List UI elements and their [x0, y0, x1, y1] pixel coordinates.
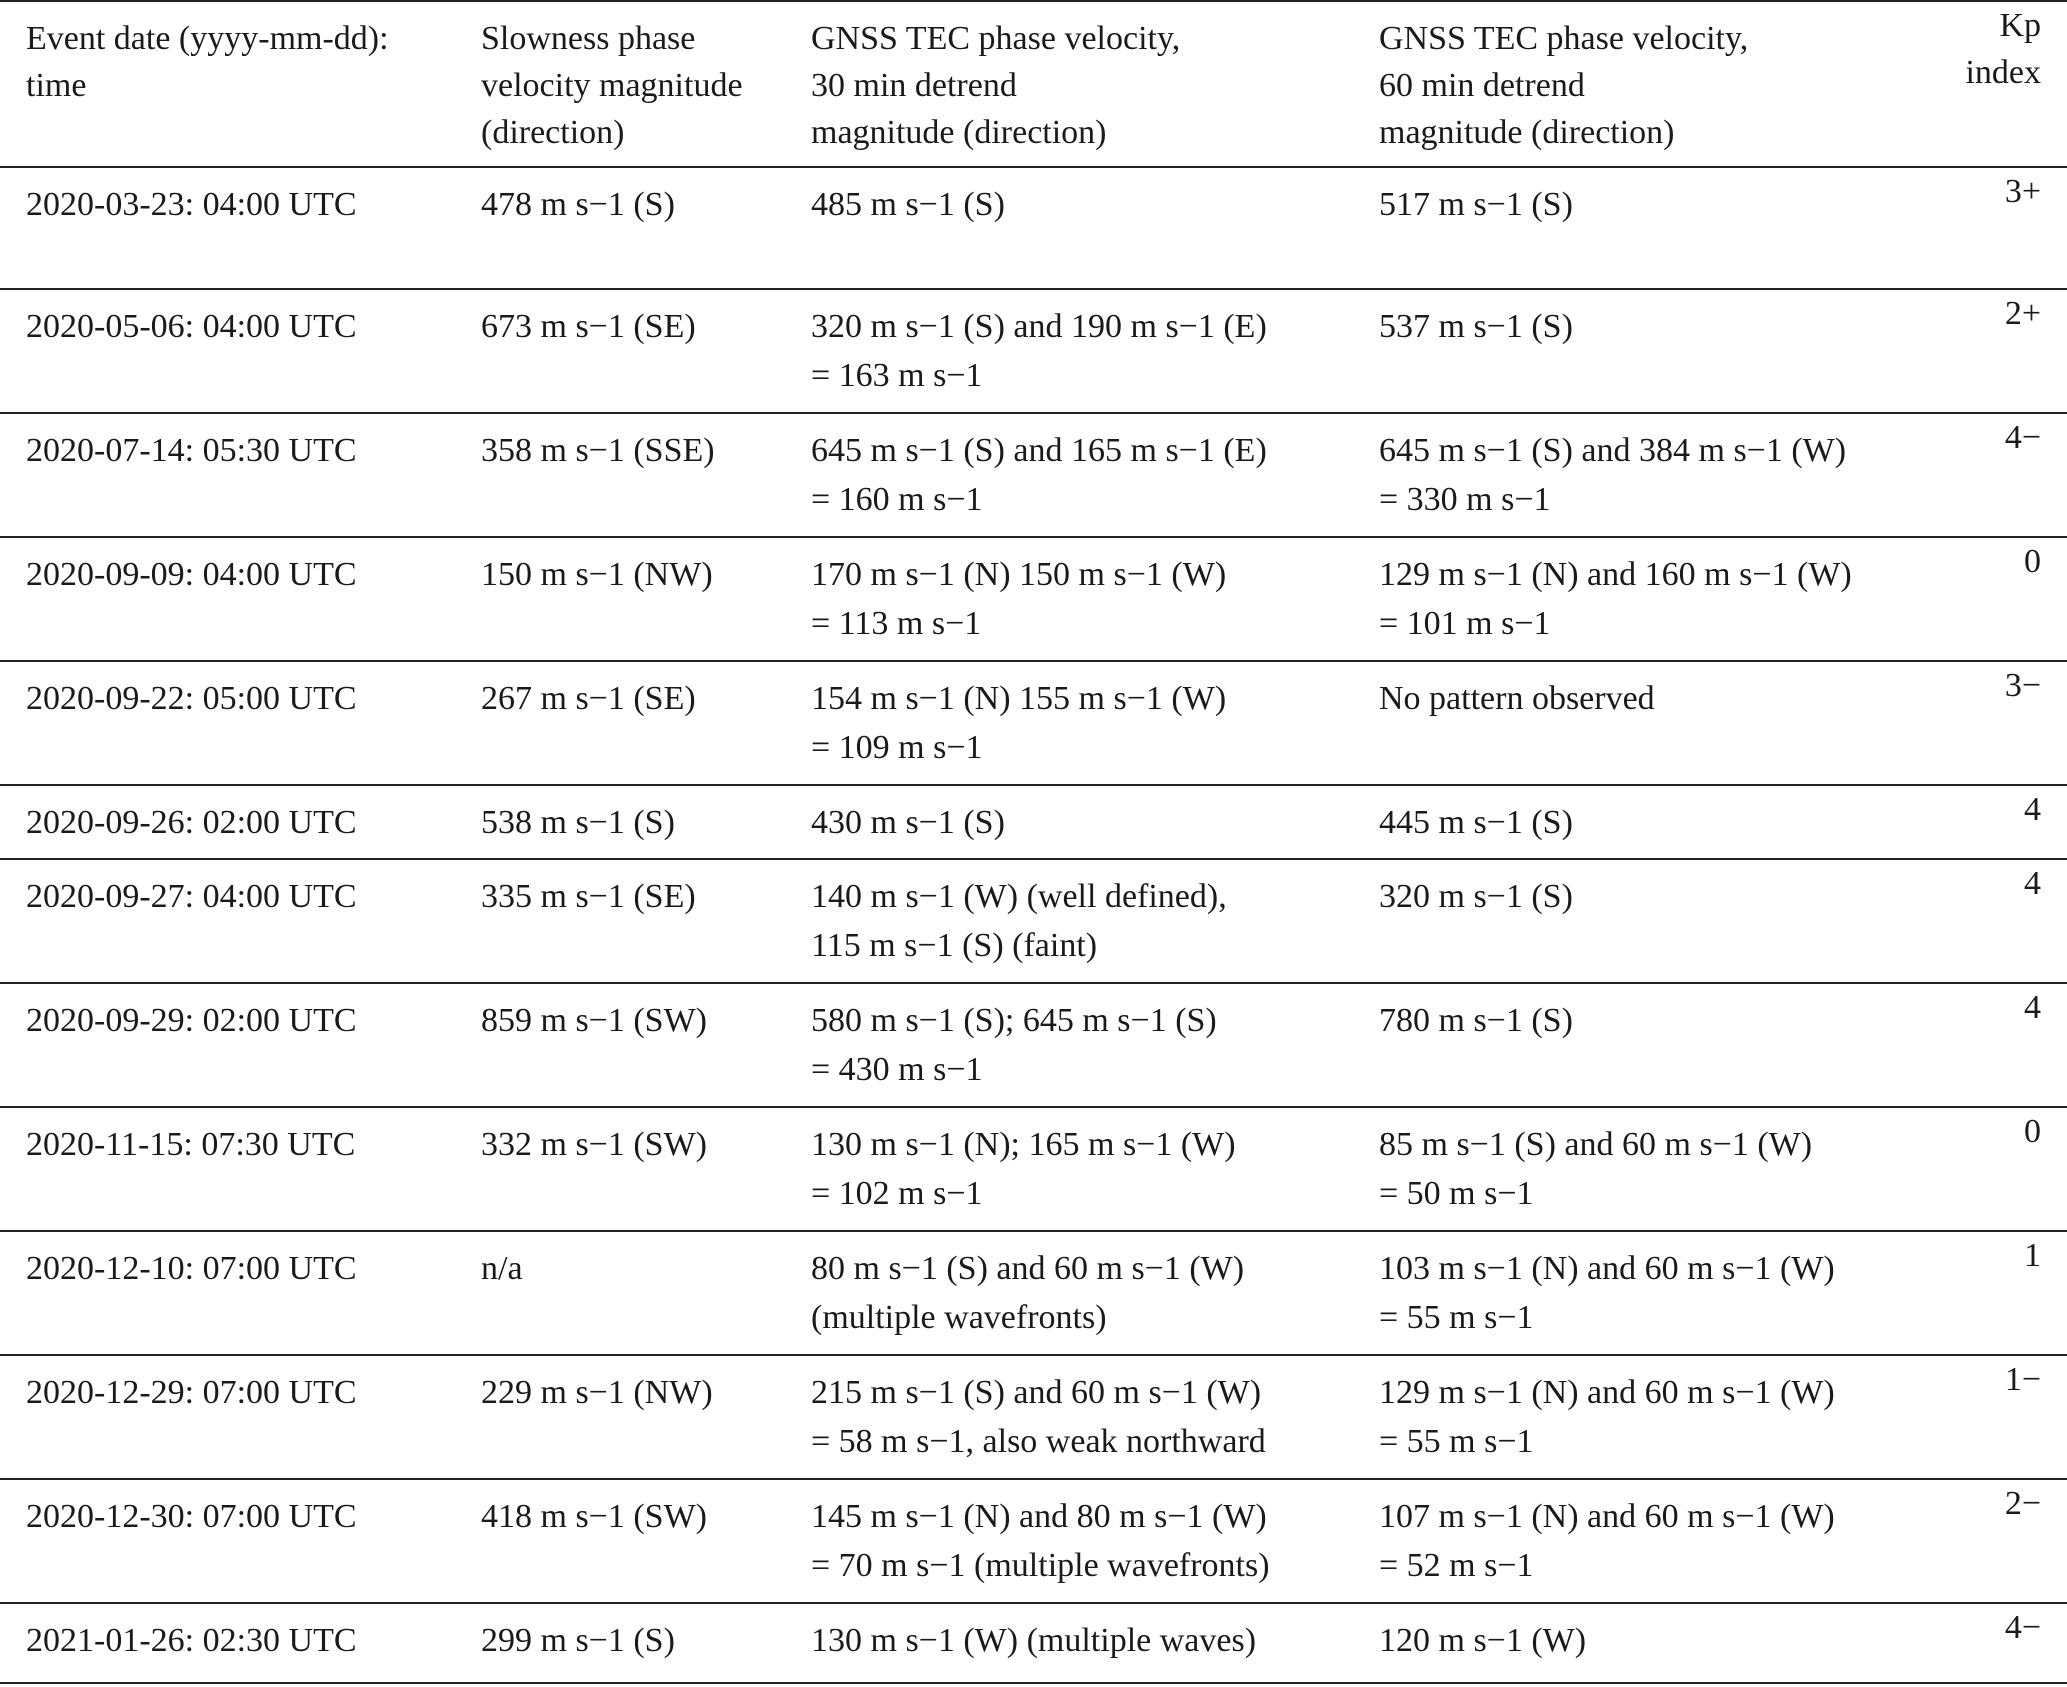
cell-kp-index-text: 4: [2024, 791, 2041, 828]
cell-kp-index-text: 4−: [2004, 419, 2041, 456]
cell-gnss-60min: [1353, 413, 1933, 537]
cell-slowness: [455, 167, 785, 289]
cell-slowness: [455, 1603, 785, 1683]
cell-gnss-30min-line: 170 m s−1 (N) 150 m s−1 (W): [811, 556, 1227, 593]
cell-slowness: [455, 289, 785, 413]
cell-event-date-text: 2020-09-29: 02:00 UTC: [26, 1002, 357, 1039]
cell-gnss-30min-line: = 70 m s−1 (multiple wavefronts): [811, 1547, 1270, 1584]
cell-slowness-text: 332 m s−1 (SW): [481, 1126, 707, 1163]
cell-slowness-text: 418 m s−1 (SW): [481, 1498, 707, 1535]
table-row: [0, 537, 2067, 661]
cell-gnss-60min: [1353, 1107, 1933, 1231]
cell-slowness: [455, 983, 785, 1107]
cell-gnss-30min-line: 430 m s−1 (S): [811, 804, 1005, 841]
cell-gnss-30min-line: 130 m s−1 (N); 165 m s−1 (W): [811, 1126, 1236, 1163]
cell-slowness-text: 673 m s−1 (SE): [481, 308, 696, 345]
cell-event-date: [0, 413, 455, 537]
cell-gnss-60min: [1353, 1355, 1933, 1479]
table-header: [0, 1, 2067, 167]
cell-kp-index-text: 0: [2024, 1113, 2041, 1150]
cell-slowness-text: 538 m s−1 (S): [481, 804, 675, 841]
cell-gnss-30min-line: = 58 m s−1, also weak northward: [811, 1423, 1266, 1460]
cell-gnss-60min-line: 103 m s−1 (N) and 60 m s−1 (W): [1379, 1250, 1835, 1287]
header-line: time: [26, 67, 87, 104]
cell-gnss-30min-line: 320 m s−1 (S) and 190 m s−1 (E): [811, 308, 1267, 345]
cell-gnss-60min-line: 85 m s−1 (S) and 60 m s−1 (W): [1379, 1126, 1813, 1163]
cell-event-date: [0, 1107, 455, 1231]
cell-gnss-60min-line: = 55 m s−1: [1379, 1299, 1534, 1336]
table-row: [0, 167, 2067, 289]
header-kp-index: [1933, 1, 2067, 167]
cell-event-date: [0, 661, 455, 785]
cell-kp-index: [1933, 983, 2067, 1107]
cell-gnss-30min: [785, 661, 1353, 785]
cell-gnss-30min: [785, 1107, 1353, 1231]
cell-gnss-60min-line: 780 m s−1 (S): [1379, 1002, 1573, 1039]
cell-slowness-text: 358 m s−1 (SSE): [481, 432, 715, 469]
cell-event-date: [0, 167, 455, 289]
table-row: [0, 661, 2067, 785]
cell-slowness: [455, 1231, 785, 1355]
cell-gnss-30min-line: (multiple wavefronts): [811, 1299, 1107, 1336]
cell-kp-index: [1933, 1603, 2067, 1683]
cell-gnss-60min: [1353, 167, 1933, 289]
cell-kp-index: [1933, 537, 2067, 661]
cell-slowness-text: 229 m s−1 (NW): [481, 1374, 713, 1411]
cell-gnss-60min: [1353, 785, 1933, 859]
cell-gnss-60min-line: 537 m s−1 (S): [1379, 308, 1573, 345]
header-line: 30 min detrend: [811, 67, 1017, 104]
cell-kp-index-text: 3+: [2004, 173, 2041, 210]
cell-gnss-30min-line: = 430 m s−1: [811, 1051, 983, 1088]
cell-kp-index-text: 0: [2024, 543, 2041, 580]
header-line: GNSS TEC phase velocity,: [1379, 20, 1749, 57]
cell-gnss-30min: [785, 859, 1353, 983]
cell-gnss-60min-line: No pattern observed: [1379, 680, 1655, 717]
cell-gnss-30min: [785, 537, 1353, 661]
cell-gnss-60min-line: = 52 m s−1: [1379, 1547, 1534, 1584]
header-line: velocity magnitude: [481, 67, 743, 104]
table-row: [0, 1603, 2067, 1683]
header-line: Slowness phase: [481, 20, 696, 57]
cell-event-date-text: 2020-12-30: 07:00 UTC: [26, 1498, 357, 1535]
cell-event-date: [0, 785, 455, 859]
cell-gnss-60min: [1353, 859, 1933, 983]
cell-gnss-60min: [1353, 661, 1933, 785]
cell-event-date-text: 2020-07-14: 05:30 UTC: [26, 432, 357, 469]
cell-event-date-text: 2020-12-29: 07:00 UTC: [26, 1374, 357, 1411]
cell-kp-index: [1933, 1355, 2067, 1479]
table-row: [0, 1355, 2067, 1479]
table-row: [0, 1231, 2067, 1355]
table-row: [0, 413, 2067, 537]
cell-gnss-30min-line: 140 m s−1 (W) (well defined),: [811, 878, 1227, 915]
table-body: [0, 167, 2067, 1683]
cell-event-date: [0, 1355, 455, 1479]
cell-event-date: [0, 1231, 455, 1355]
cell-gnss-30min-line: 485 m s−1 (S): [811, 186, 1005, 223]
cell-slowness: [455, 1355, 785, 1479]
cell-event-date: [0, 859, 455, 983]
cell-gnss-60min: [1353, 1479, 1933, 1603]
cell-gnss-30min: [785, 785, 1353, 859]
cell-gnss-60min-line: 129 m s−1 (N) and 160 m s−1 (W): [1379, 556, 1852, 593]
cell-event-date-text: 2020-03-23: 04:00 UTC: [26, 186, 357, 223]
cell-kp-index-text: 3−: [2004, 667, 2041, 704]
cell-gnss-30min: [785, 1355, 1353, 1479]
cell-kp-index: [1933, 661, 2067, 785]
cell-event-date-text: 2021-01-26: 02:30 UTC: [26, 1622, 357, 1659]
cell-slowness-text: 150 m s−1 (NW): [481, 556, 713, 593]
cell-gnss-30min-line: = 113 m s−1: [811, 605, 982, 642]
cell-event-date-text: 2020-05-06: 04:00 UTC: [26, 308, 357, 345]
cell-gnss-30min: [785, 1603, 1353, 1683]
header-line: magnitude (direction): [811, 114, 1107, 151]
cell-slowness-text: n/a: [481, 1250, 523, 1287]
cell-gnss-60min-line: 445 m s−1 (S): [1379, 804, 1573, 841]
cell-gnss-60min-line: 129 m s−1 (N) and 60 m s−1 (W): [1379, 1374, 1835, 1411]
cell-gnss-60min: [1353, 1603, 1933, 1683]
cell-gnss-30min: [785, 1231, 1353, 1355]
cell-kp-index-text: 2+: [2004, 295, 2041, 332]
cell-kp-index: [1933, 167, 2067, 289]
header-slowness: [455, 1, 785, 167]
table-row: [0, 983, 2067, 1107]
cell-slowness: [455, 859, 785, 983]
cell-kp-index: [1933, 1231, 2067, 1355]
cell-gnss-30min: [785, 167, 1353, 289]
cell-gnss-60min: [1353, 289, 1933, 413]
cell-gnss-30min-line: 145 m s−1 (N) and 80 m s−1 (W): [811, 1498, 1267, 1535]
cell-slowness: [455, 1479, 785, 1603]
header-row: [0, 1, 2067, 167]
cell-gnss-30min-line: = 160 m s−1: [811, 481, 983, 518]
cell-slowness: [455, 661, 785, 785]
cell-kp-index: [1933, 785, 2067, 859]
cell-gnss-30min: [785, 289, 1353, 413]
cell-gnss-60min-line: 517 m s−1 (S): [1379, 186, 1573, 223]
table-row: [0, 289, 2067, 413]
cell-slowness-text: 859 m s−1 (SW): [481, 1002, 707, 1039]
cell-event-date-text: 2020-09-09: 04:00 UTC: [26, 556, 357, 593]
cell-gnss-30min-line: 645 m s−1 (S) and 165 m s−1 (E): [811, 432, 1267, 469]
cell-gnss-60min-line: 645 m s−1 (S) and 384 m s−1 (W): [1379, 432, 1847, 469]
table-row: [0, 1479, 2067, 1603]
cell-kp-index-text: 1: [2024, 1237, 2041, 1274]
cell-event-date-text: 2020-09-22: 05:00 UTC: [26, 680, 357, 717]
cell-slowness: [455, 413, 785, 537]
cell-event-date-text: 2020-12-10: 07:00 UTC: [26, 1250, 357, 1287]
header-line: index: [1965, 54, 2041, 91]
header-gnss-60min: [1353, 1, 1933, 167]
cell-kp-index-text: 4−: [2004, 1609, 2041, 1646]
cell-gnss-60min-line: = 330 m s−1: [1379, 481, 1551, 518]
cell-gnss-30min-line: 115 m s−1 (S) (faint): [811, 927, 1098, 964]
cell-gnss-60min-line: = 101 m s−1: [1379, 605, 1551, 642]
table-row: [0, 1107, 2067, 1231]
cell-kp-index-text: 4: [2024, 865, 2041, 902]
header-gnss-30min: [785, 1, 1353, 167]
cell-gnss-30min-line: 80 m s−1 (S) and 60 m s−1 (W): [811, 1250, 1245, 1287]
cell-kp-index: [1933, 859, 2067, 983]
cell-gnss-60min: [1353, 983, 1933, 1107]
cell-slowness-text: 299 m s−1 (S): [481, 1622, 675, 1659]
cell-event-date: [0, 1603, 455, 1683]
cell-gnss-30min-line: 580 m s−1 (S); 645 m s−1 (S): [811, 1002, 1217, 1039]
cell-slowness: [455, 1107, 785, 1231]
table-row: [0, 859, 2067, 983]
cell-event-date: [0, 289, 455, 413]
cell-event-date: [0, 983, 455, 1107]
cell-gnss-30min: [785, 413, 1353, 537]
cell-gnss-60min-line: 107 m s−1 (N) and 60 m s−1 (W): [1379, 1498, 1835, 1535]
cell-gnss-60min-line: 120 m s−1 (W): [1379, 1622, 1587, 1659]
cell-kp-index-text: 2−: [2004, 1485, 2041, 1522]
cell-gnss-60min-line: = 50 m s−1: [1379, 1175, 1534, 1212]
header-event-date: [0, 1, 455, 167]
cell-gnss-30min-line: 215 m s−1 (S) and 60 m s−1 (W): [811, 1374, 1262, 1411]
cell-gnss-30min-line: = 109 m s−1: [811, 729, 983, 766]
cell-event-date-text: 2020-11-15: 07:30 UTC: [26, 1126, 356, 1163]
cell-kp-index: [1933, 413, 2067, 537]
cell-gnss-60min-line: 320 m s−1 (S): [1379, 878, 1573, 915]
header-line: (direction): [481, 114, 625, 151]
cell-gnss-30min-line: = 163 m s−1: [811, 357, 983, 394]
cell-gnss-30min: [785, 1479, 1353, 1603]
table-row: [0, 785, 2067, 859]
cell-slowness-text: 478 m s−1 (S): [481, 186, 675, 223]
cell-event-date: [0, 1479, 455, 1603]
cell-event-date-text: 2020-09-26: 02:00 UTC: [26, 804, 357, 841]
header-line: Event date (yyyy-mm-dd):: [26, 20, 389, 57]
cell-slowness-text: 267 m s−1 (SE): [481, 680, 696, 717]
cell-event-date-text: 2020-09-27: 04:00 UTC: [26, 878, 357, 915]
header-line: GNSS TEC phase velocity,: [811, 20, 1181, 57]
cell-kp-index: [1933, 1107, 2067, 1231]
cell-gnss-60min: [1353, 537, 1933, 661]
cell-kp-index: [1933, 289, 2067, 413]
cell-slowness: [455, 537, 785, 661]
cell-event-date: [0, 537, 455, 661]
cell-gnss-30min-line: 130 m s−1 (W) (multiple waves): [811, 1622, 1257, 1659]
cell-slowness-text: 335 m s−1 (SE): [481, 878, 696, 915]
cell-gnss-30min: [785, 983, 1353, 1107]
cell-kp-index-text: 4: [2024, 989, 2041, 1026]
cell-kp-index: [1933, 1479, 2067, 1603]
cell-gnss-30min-line: = 102 m s−1: [811, 1175, 983, 1212]
cell-slowness: [455, 785, 785, 859]
header-line: magnitude (direction): [1379, 114, 1675, 151]
cell-kp-index-text: 1−: [2004, 1361, 2041, 1398]
cell-gnss-30min-line: 154 m s−1 (N) 155 m s−1 (W): [811, 680, 1227, 717]
cell-gnss-60min-line: = 55 m s−1: [1379, 1423, 1534, 1460]
header-line: Kp: [1999, 7, 2041, 44]
cell-gnss-60min: [1353, 1231, 1933, 1355]
header-line: 60 min detrend: [1379, 67, 1585, 104]
